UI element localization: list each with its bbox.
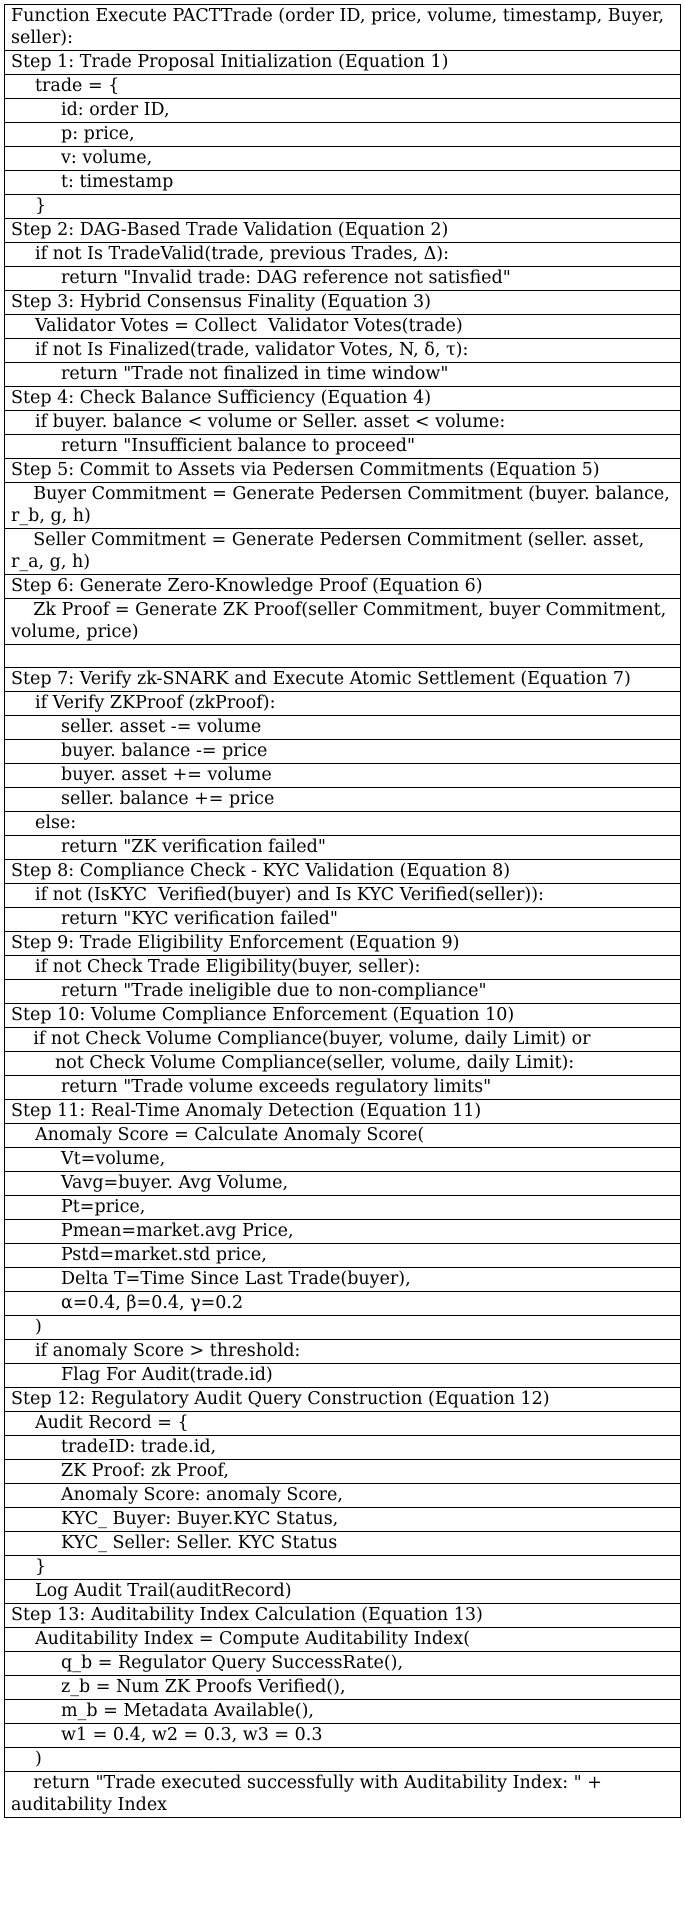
algorithm-step-heading: Step 5: Commit to Assets via Pedersen Commitments (Equation 5) <box>5 459 680 483</box>
algorithm-line: t: timestamp <box>5 171 680 195</box>
algorithm-line: return "Insufficient balance to proceed" <box>5 435 680 459</box>
algorithm-line: Pmean=market.avg Price, <box>5 1220 680 1244</box>
algorithm-line: Buyer Commitment = Generate Pedersen Commitment (buyer. balance, r_b, g, h) <box>5 483 680 529</box>
algorithm-line: Vt=volume, <box>5 1148 680 1172</box>
algorithm-step-heading: Function Execute PACTTrade (order ID, price, volume, timestamp, Buyer, seller): <box>5 5 680 51</box>
algorithm-line: if not (IsKYC Verified(buyer) and Is KYC Verified(seller)): <box>5 884 680 908</box>
algorithm-line: seller. asset -= volume <box>5 716 680 740</box>
algorithm-step-heading: Step 11: Real-Time Anomaly Detection (Equation 11) <box>5 1100 680 1124</box>
algorithm-line: ZK Proof: zk Proof, <box>5 1460 680 1484</box>
algorithm-step-heading: Step 2: DAG-Based Trade Validation (Equation 2) <box>5 219 680 243</box>
algorithm-line: return "Trade executed successfully with Auditability Index: " + auditability Index <box>11 1772 608 1815</box>
algorithm-line: return "Trade not finalized in time window" <box>5 363 680 387</box>
algorithm-line: KYC_ Buyer: Buyer.KYC Status, <box>5 1508 680 1532</box>
algorithm-line: Auditability Index = Compute Auditability Index( <box>5 1628 680 1652</box>
algorithm-line: ) <box>5 1748 680 1772</box>
algorithm-step-heading: Step 4: Check Balance Sufficiency (Equation 4) <box>5 387 680 411</box>
algorithm-line: if anomaly Score > threshold: <box>5 1340 680 1364</box>
algorithm-line: return "KYC verification failed" <box>5 908 680 932</box>
algorithm-step-heading: Step 13: Auditability Index Calculation (Equation 13) <box>5 1604 680 1628</box>
algorithm-line: Log Audit Trail(auditRecord) <box>5 1580 680 1604</box>
algorithm-line: trade = { <box>5 75 680 99</box>
algorithm-line: seller. balance += price <box>5 788 680 812</box>
algorithm-line: } <box>5 195 680 219</box>
algorithm-line: buyer. asset += volume <box>5 764 680 788</box>
algorithm-line: if not Is Finalized(trade, validator Votes, N, δ, τ): <box>5 339 680 363</box>
algorithm-step-heading: Step 12: Regulatory Audit Query Construction (Equation 12) <box>5 1388 680 1412</box>
algorithm-box <box>4 4 681 1818</box>
algorithm-line: Flag For Audit(trade.id) <box>5 1364 680 1388</box>
algorithm-line: Validator Votes = Collect Validator Votes(trade) <box>5 315 680 339</box>
algorithm-line: z_b = Num ZK Proofs Verified(), <box>5 1676 680 1700</box>
algorithm-line: q_b = Regulator Query SuccessRate(), <box>5 1652 680 1676</box>
algorithm-line: buyer. balance -= price <box>5 740 680 764</box>
algorithm-line: Audit Record = { <box>5 1412 680 1436</box>
algorithm-step-heading: Step 7: Verify zk-SNARK and Execute Atomic Settlement (Equation 7) <box>5 668 680 692</box>
algorithm-line: id: order ID, <box>5 99 680 123</box>
algorithm-line: return "Invalid trade: DAG reference not satisfied" <box>5 267 680 291</box>
algorithm-line: tradeID: trade.id, <box>5 1436 680 1460</box>
algorithm-line: return "Trade volume exceeds regulatory limits" <box>5 1076 680 1100</box>
algorithm-line: Anomaly Score: anomaly Score, <box>5 1484 680 1508</box>
algorithm-line: p: price, <box>5 123 680 147</box>
algorithm-step-heading: Step 3: Hybrid Consensus Finality (Equation 3) <box>5 291 680 315</box>
algorithm-step-heading: Step 1: Trade Proposal Initialization (Equation 1) <box>5 51 680 75</box>
algorithm-line: Zk Proof = Generate ZK Proof(seller Commitment, buyer Commitment, volume, price) <box>5 599 680 645</box>
algorithm-line: return "Trade ineligible due to non-compliance" <box>5 980 680 1004</box>
algorithm-line <box>5 645 680 668</box>
algorithm-line: if buyer. balance < volume or Seller. asset < volume: <box>5 411 680 435</box>
algorithm-line: m_b = Metadata Available(), <box>5 1700 680 1724</box>
algorithm-line: ) <box>5 1316 680 1340</box>
algorithm-line: Vavg=buyer. Avg Volume, <box>5 1172 680 1196</box>
algorithm-line: α=0.4, β=0.4, γ=0.2 <box>5 1292 680 1316</box>
algorithm-line: Seller Commitment = Generate Pedersen Commitment (seller. asset, r_a, g, h) <box>5 529 680 575</box>
algorithm-line: if not Is TradeValid(trade, previous Trades, Δ): <box>5 243 680 267</box>
algorithm-line: v: volume, <box>5 147 680 171</box>
algorithm-line: else: <box>5 812 680 836</box>
algorithm-step-heading: Step 9: Trade Eligibility Enforcement (Equation 9) <box>5 932 680 956</box>
algorithm-line: Pt=price, <box>5 1196 680 1220</box>
algorithm-line: KYC_ Seller: Seller. KYC Status <box>5 1532 680 1556</box>
algorithm-line: not Check Volume Compliance(seller, volume, daily Limit): <box>5 1052 680 1076</box>
algorithm-line: if not Check Trade Eligibility(buyer, seller): <box>5 956 680 980</box>
algorithm-line: Pstd=market.std price, <box>5 1244 680 1268</box>
algorithm-line: Anomaly Score = Calculate Anomaly Score( <box>5 1124 680 1148</box>
algorithm-step-heading: Step 10: Volume Compliance Enforcement (Equation 10) <box>5 1004 680 1028</box>
algorithm-line: } <box>5 1556 680 1580</box>
algorithm-step-heading: Step 8: Compliance Check - KYC Validation (Equation 8) <box>5 860 680 884</box>
algorithm-line: if Verify ZKProof (zkProof): <box>5 692 680 716</box>
algorithm-line: w1 = 0.4, w2 = 0.3, w3 = 0.3 <box>5 1724 680 1748</box>
algorithm-step-heading: Step 6: Generate Zero-Knowledge Proof (Equation 6) <box>5 575 680 599</box>
algorithm-line: return "ZK verification failed" <box>5 836 680 860</box>
algorithm-line: Delta T=Time Since Last Trade(buyer), <box>5 1268 680 1292</box>
algorithm-line: if not Check Volume Compliance(buyer, volume, daily Limit) or <box>5 1028 680 1052</box>
